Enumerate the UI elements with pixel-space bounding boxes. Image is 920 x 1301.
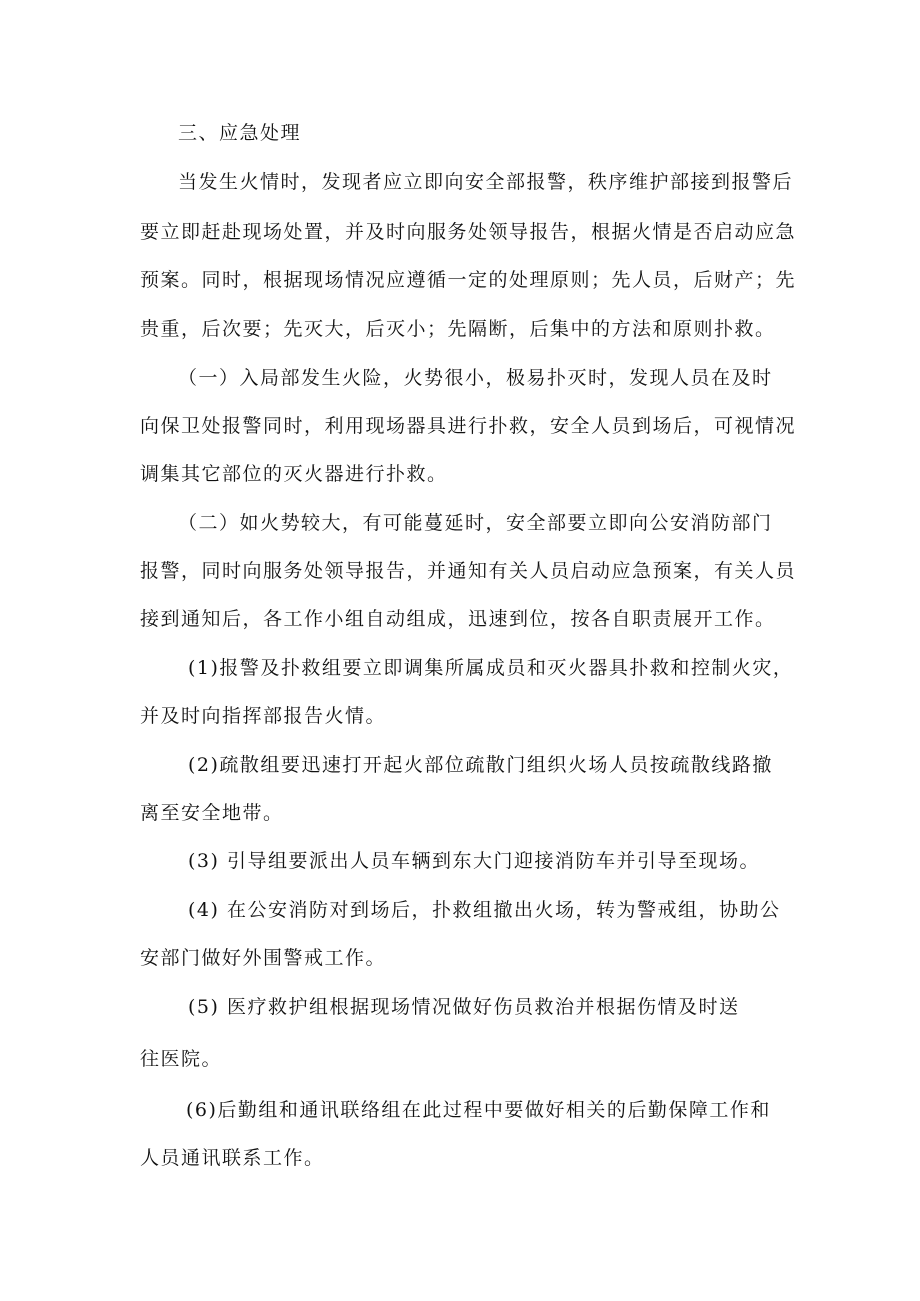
paragraph-3-line-1: （二）如火势较大，有可能蔓延时，安全部要立即向公安消防部门 xyxy=(178,512,773,534)
item-4-line-1: (4) 在公安消防对到场后，扑救组撤出火场，转为警戒组，协助公 xyxy=(188,899,781,921)
paragraph-3-line-2: 报警，同时向服务处领导报告，并通知有关人员启动应急预案，有关人员 xyxy=(140,560,797,582)
paragraph-1-line-3: 预案。同时，根据现场情况应遵循一定的处理原则；先人员，后财产；先 xyxy=(140,269,797,291)
item-3-line-1: (3) 引导组要派出人员车辆到东大门迎接消防车并引导至现场。 xyxy=(188,850,760,872)
item-2-line-1: (2)疏散组要迅速打开起火部位疏散门组织火场人员按疏散线路撤 xyxy=(188,754,773,776)
section-heading: 三、应急处理 xyxy=(178,122,302,144)
paragraph-2-line-2: 向保卫处报警同时，利用现场器具进行扑救，安全人员到场后，可视情况 xyxy=(140,415,797,437)
paragraph-2-line-3: 调集其它部位的灭火器进行扑救。 xyxy=(140,463,448,485)
item-5-line-2: 往医院。 xyxy=(140,1048,223,1070)
item-1-line-2: 并及时向指挥部报告火情。 xyxy=(140,705,387,727)
paragraph-1-line-2: 要立即赶赴现场处置，并及时向服务处领导报告，根据火情是否启动应急 xyxy=(140,221,797,243)
item-2-line-2: 离至安全地带。 xyxy=(140,802,284,824)
paragraph-3-line-3: 接到通知后，各工作小组自动组成，迅速到位，按各自职责展开工作。 xyxy=(140,608,776,630)
paragraph-1-line-4: 贵重，后次要；先灭大，后灭小；先隔断，后集中的方法和原则扑救。 xyxy=(140,318,776,340)
item-6-line-2: 人员通讯联系工作。 xyxy=(140,1147,325,1169)
item-4-line-2: 安部门做好外围警戒工作。 xyxy=(140,947,387,969)
paragraph-2-line-1: （一）入局部发生火险，火势很小，极易扑灭时，发现人员在及时 xyxy=(178,367,773,389)
item-5-line-1: (5) 医疗救护组根据现场情况做好伤员救治并根据伤情及时送 xyxy=(188,996,740,1018)
paragraph-1-line-1: 当发生火情时，发现者应立即向安全部报警，秩序维护部接到报警后 xyxy=(178,171,794,193)
item-1-line-1: (1)报警及扑救组要立即调集所属成员和灭火器具扑救和控制火灾， xyxy=(188,657,794,679)
item-6-line-1: (6)后勤组和通讯联络组在此过程中要做好相关的后勤保障工作和 xyxy=(186,1099,771,1121)
